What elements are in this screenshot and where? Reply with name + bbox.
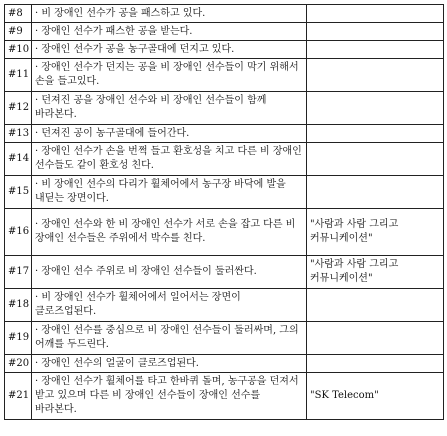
- table-row: [5, 373, 444, 420]
- audio-cell: [307, 59, 444, 92]
- scene-description: · 장애인 선수의 얼굴이 클로즈업된다.: [32, 355, 307, 373]
- table-row: [5, 322, 444, 355]
- scene-number: #18: [5, 289, 32, 322]
- scene-number: #15: [5, 176, 32, 209]
- scene-description: · 던져진 공을 장애인 선수와 비 장애인 선수들이 함께 바라본다.: [32, 92, 307, 125]
- table-row: [5, 5, 444, 23]
- table-row: [5, 143, 444, 176]
- audio-cell: [307, 125, 444, 143]
- audio-cell: [307, 176, 444, 209]
- table-row: [5, 289, 444, 322]
- audio-cell: [307, 23, 444, 41]
- scene-description: · 장애인 선수가 휠체어를 타고 한바퀴 돌며, 농구공을 던져서 받고 있으며 다른 비 장애인 선수들이 장애인 선수를 바라본다.: [32, 373, 307, 420]
- table-row: [5, 23, 444, 41]
- scene-number: #9: [5, 23, 32, 41]
- table-row: [5, 209, 444, 256]
- scene-description: · 장애인 선수가 공을 농구골대에 던지고 있다.: [32, 41, 307, 59]
- scene-description: · 장애인 선수를 중심으로 비 장애인 선수들이 둘러싸며, 그의 어깨를 두드린다.: [32, 322, 307, 355]
- scene-number: #21: [5, 373, 32, 420]
- audio-cell: [307, 41, 444, 59]
- scene-number: #19: [5, 322, 32, 355]
- scene-number: #13: [5, 125, 32, 143]
- audio-cell: "사람과 사람 그리고 커뮤니케이션": [307, 256, 444, 289]
- audio-cell: [307, 143, 444, 176]
- scene-number: #10: [5, 41, 32, 59]
- scene-description: · 비 장애인 선수의 다리가 휠체어에서 농구장 바닥에 발을 내딛는 장면이다.: [32, 176, 307, 209]
- audio-cell: [307, 355, 444, 373]
- scene-number: #17: [5, 256, 32, 289]
- scene-description: · 장애인 선수가 던지는 공을 비 장애인 선수들이 막기 위해서 손을 들고있다.: [32, 59, 307, 92]
- audio-cell: [307, 5, 444, 23]
- scene-number: #16: [5, 209, 32, 256]
- scene-number: #12: [5, 92, 32, 125]
- table-row: [5, 176, 444, 209]
- scene-description: · 던져진 공이 농구골대에 들어간다.: [32, 125, 307, 143]
- storyboard-table: [4, 4, 444, 420]
- scene-number: #11: [5, 59, 32, 92]
- audio-cell: "사람과 사람 그리고 커뮤니케이션": [307, 209, 444, 256]
- table-row: [5, 256, 444, 289]
- scene-number: #8: [5, 5, 32, 23]
- table-row: [5, 125, 444, 143]
- scene-description: · 비 장애인 선수가 공을 패스하고 있다.: [32, 5, 307, 23]
- table-row: [5, 41, 444, 59]
- audio-cell: [307, 92, 444, 125]
- table-row: [5, 59, 444, 92]
- scene-number: #14: [5, 143, 32, 176]
- audio-cell: "SK Telecom": [307, 373, 444, 420]
- audio-cell: [307, 322, 444, 355]
- scene-description: · 장애인 선수와 한 비 장애인 선수가 서로 손을 잡고 다른 비 장애인 선수들은 주위에서 박수를 친다.: [32, 209, 307, 256]
- table-row: [5, 355, 444, 373]
- table-row: [5, 92, 444, 125]
- scene-description: · 장애인 선수가 손을 번쩍 들고 환호성을 치고 다른 비 장애인 선수들도 같이 환호성 친다.: [32, 143, 307, 176]
- scene-description: · 비 장애인 선수가 휠체어에서 일어서는 장면이 클로즈업된다.: [32, 289, 307, 322]
- scene-number: #20: [5, 355, 32, 373]
- audio-cell: [307, 289, 444, 322]
- scene-description: · 장애인 선수 주위로 비 장애인 선수들이 둘러싼다.: [32, 256, 307, 289]
- scene-description: · 장애인 선수가 패스한 공을 받는다.: [32, 23, 307, 41]
